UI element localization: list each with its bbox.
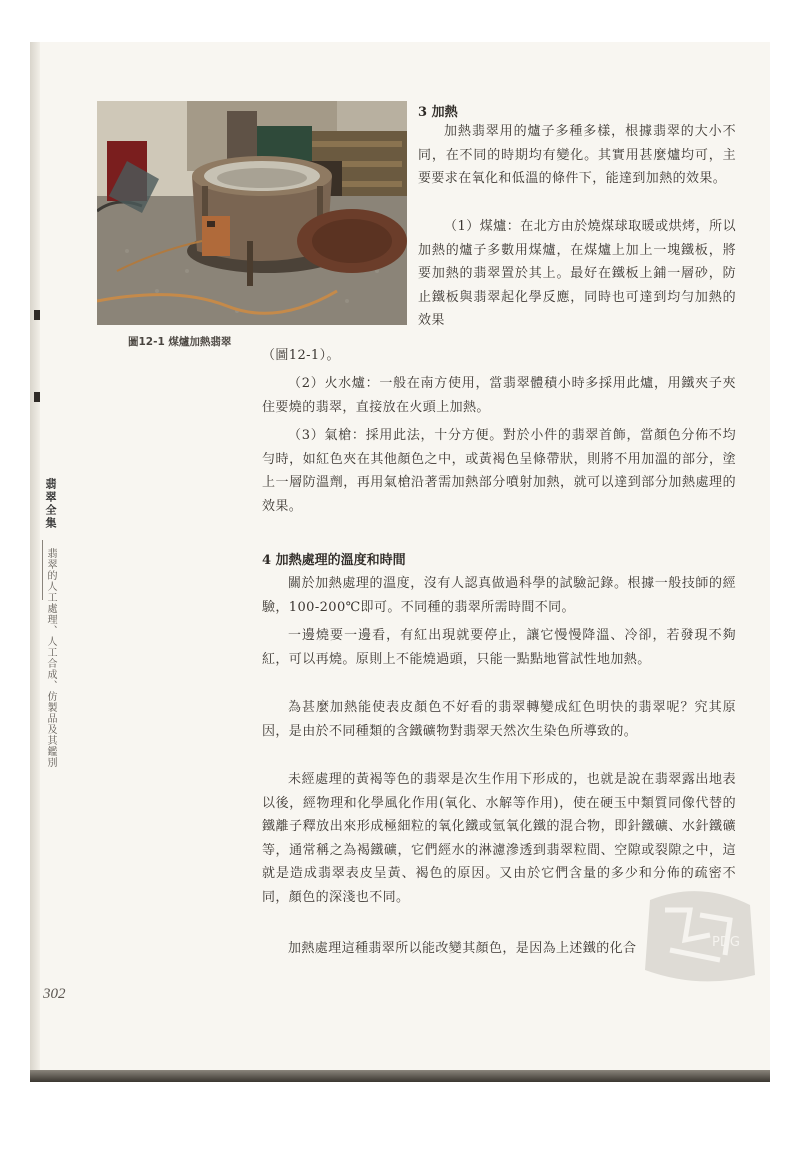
edge-mark [34,392,40,402]
paragraph: （圖12-1）。 [262,348,340,363]
page-number: 302 [43,986,66,1002]
paragraph: 未經處理的黃褐等色的翡翠是次生作用下形成的，也就是說在翡翠露出地表以後，經物理和化學風化作用(氧化、水解等作用)，使在硬玉中類質同像代替的鐵離子釋放出來形成極細粒的氧化鐵或氫氧化鐵的混合物，即針鐵礦、水針鐵礦等，通常稱之為褐鐵礦，它們經水的淋濾滲透到翡翠粒間、空隙或裂隙之中，這就是造成翡翠表皮呈黃、褐色的原因。又由於它們含量的多少和分佈的疏密不同，顏色的深淺也不同。 [262,772,736,905]
edge-mark [34,310,40,320]
watermark-logo [640,880,760,990]
running-book-title: 翡翠全集 [44,478,57,530]
figure-photo-coal-furnace [97,101,407,325]
paragraph: （1）煤爐：在北方由於燒煤球取暖或烘烤，所以加熱的爐子多數用煤爐，在煤爐上加上一塊鐵板，將要加熱的翡翠置於其上。最好在鐵板上鋪一層砂，防止鐵板與翡翠起化學反應，同時也可達到均勻加熱的效果 [418,219,736,329]
paragraph: （3）氣槍：採用此法，十分方便。對於小件的翡翠首飾，當顏色分佈不均勻時，如紅色夾在其他顏色之中，或黃褐色呈條帶狀，則將不用加溫的部分，塗上一層防溫劑，再用氣槍沿著需加熱部分噴射加熱，就可以達到部分加熱處理的效果。 [262,428,736,514]
page-spine-shadow [30,42,40,1082]
watermark-text: PDG [712,935,740,950]
figure-caption: 圖12-1 煤爐加熱翡翠 [128,336,232,348]
paragraph: 加熱翡翠用的爐子多種多樣，根據翡翠的大小不同，在不同的時期均有變化。其實用甚麼爐均可，主要要求在氧化和低溫的條件下，能達到加熱的效果。 [418,124,736,187]
paragraph: 為甚麼加熱能使表皮顏色不好看的翡翠轉變成紅色明快的翡翠呢？究其原因，是由於不同種類的含鐵礦物對翡翠天然次生染色所導致的。 [262,700,736,739]
paragraph: 關於加熱處理的溫度，沒有人認真做過科學的試驗記錄。根據一般技師的經驗，100-200℃即可。不同種的翡翠所需時間不同。 [262,576,736,615]
page-bottom-edge [30,1070,770,1082]
section-heading-heating: 3 加熱 [418,105,458,120]
paragraph: （2）火水爐：一般在南方使用，當翡翠體積小時多採用此爐，用鐵夾子夾住要燒的翡翠，直接放在火頭上加熱。 [262,376,736,415]
running-chapter-title: 翡翠的人工處理、人工合成、仿製品及其鑑別 [45,548,56,768]
paragraph: 一邊燒要一邊看，有紅出現就要停止，讓它慢慢降溫、冷卻，若發現不夠紅，可以再燒。原則上不能燒過頭，只能一點點地嘗試性地加熱。 [262,628,736,667]
section-heading-temperature-time: 4 加熱處理的溫度和時間 [262,553,406,568]
paragraph: 加熱處理這種翡翠所以能改變其顏色，是因為上述鐵的化合 [288,941,637,956]
